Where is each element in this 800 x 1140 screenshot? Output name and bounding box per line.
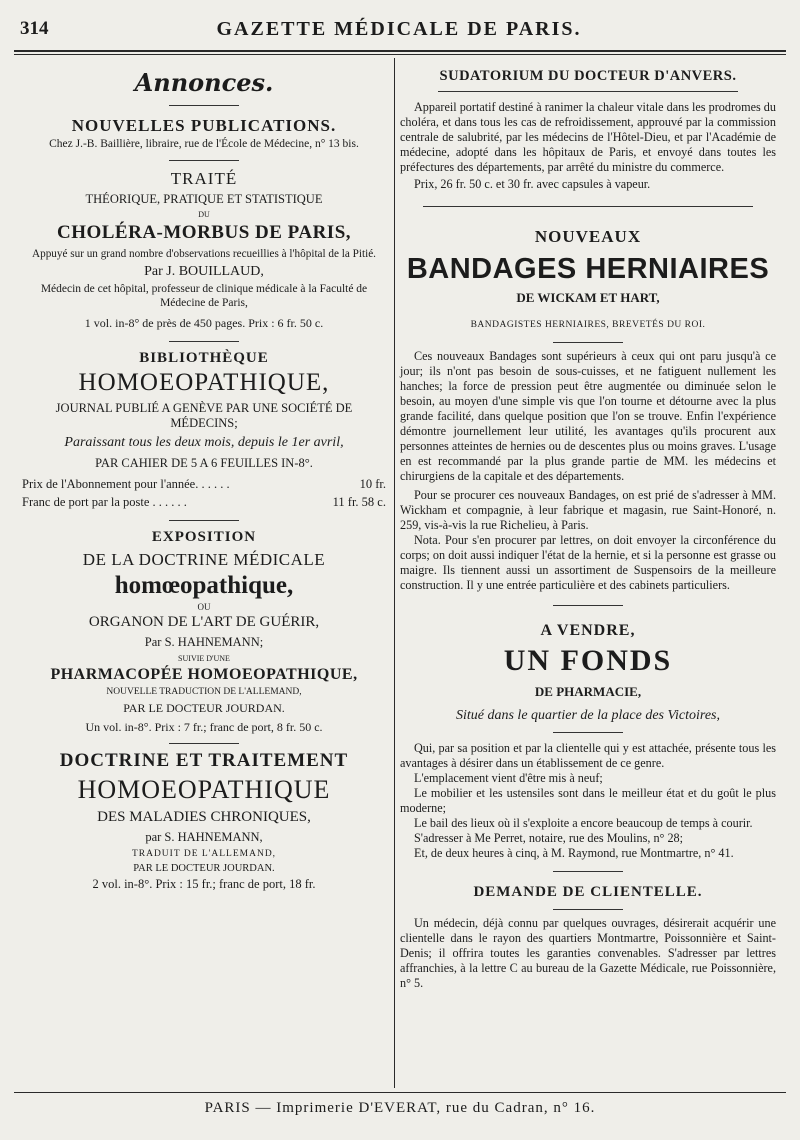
franc-port-row xyxy=(18,495,390,510)
exposition-ou: OU xyxy=(197,602,211,612)
vendre-title: UN FONDS xyxy=(503,644,673,677)
vendre-para-4: Le bail des lieux où il s'exploite a encore beaucoup de temps à courir. xyxy=(414,816,753,830)
pharmacopee-title: PHARMACOPÉE HOMOEOPATHIQUE, xyxy=(50,666,358,683)
doctrine-price: 2 vol. in-8°. Prix : 15 fr.; franc de port, 18 fr. xyxy=(92,877,316,891)
divider xyxy=(169,743,239,744)
exposition-line3: homœopathique, xyxy=(114,572,294,599)
divider xyxy=(169,160,239,161)
vendre-para-2: L'emplacement vient d'être mis à neuf; xyxy=(414,771,603,785)
demande-body: Un médecin, déjà connu par quelques ouvrages, désirerait acquérir une clientelle dans le rayon des quartiers Montmartre, Poissonnière et Saint-Denis; il offrira toutes les garanties convenables. S'adresser par lettres affranchies, à la lettre C au bureau de la Gazette Médicale, rue Poissonnière, n° 5. xyxy=(400,916,776,990)
vendre-para-6: Et, de deux heures à cinq, à M. Raymond, rue Montmartre, n° 41. xyxy=(414,846,734,860)
doctrine-line3: DES MALADIES CHRONIQUES, xyxy=(97,809,311,825)
divider xyxy=(553,732,623,733)
traite-description: Appuyé sur un grand nombre d'observations recueillies à l'hôpital de la Pitié. xyxy=(32,248,376,260)
divider xyxy=(553,909,623,910)
traite-du: DU xyxy=(198,210,210,219)
section-title-annonces: Annonces. xyxy=(134,68,274,97)
vendre-subtitle: DE PHARMACIE, xyxy=(534,684,642,699)
franc-port-label: Franc de port par la poste . . . . . . xyxy=(22,495,187,509)
divider xyxy=(169,520,239,521)
exposition-line4: ORGANON DE L'ART DE GUÉRIR, xyxy=(88,614,320,630)
printer-imprint: PARIS — Imprimerie D'EVERAT, rue du Cadran, n° 16. xyxy=(204,1100,596,1116)
doctrine-author: par S. HAHNEMANN, xyxy=(145,830,263,844)
page-number: 314 xyxy=(20,18,49,39)
abonnement-row xyxy=(18,477,390,492)
doctrine-title: DOCTRINE ET TRAITEMENT xyxy=(59,750,349,771)
franc-port-value: 11 fr. 58 c. xyxy=(332,495,386,509)
biblio-description: JOURNAL PUBLIÉ A GENÈVE PAR UNE SOCIÉTÉ DE MÉDECINS; xyxy=(55,401,353,430)
header-rule-top xyxy=(14,50,786,52)
doctrine-main-title: HOMOEOPATHIQUE xyxy=(77,775,331,804)
publisher-line: Chez J.-B. Baillière, libraire, rue de l'École de Médecine, n° 13 bis. xyxy=(49,138,359,150)
divider xyxy=(553,342,623,343)
demande-title: DEMANDE DE CLIENTELLE. xyxy=(473,884,703,900)
bandages-para-2: Pour se procurer ces nouveaux Bandages, on est prié de s'adresser à MM. Wickham et compagnie, à leur fabrique et magasin, rue Saint-Honoré, n. 259, vis-à-vis la rue Richelieu, à Paris. xyxy=(400,488,776,532)
bandages-subtitle: BANDAGISTES HERNIAIRES, BREVETÉS DU ROI. xyxy=(470,320,706,330)
bandages-makers: DE WICKAM ET HART, xyxy=(516,290,660,305)
traite-subtitle: THÉORIQUE, PRATIQUE ET STATISTIQUE xyxy=(85,192,323,206)
left-column xyxy=(18,62,390,892)
header-rule-bottom xyxy=(14,54,786,55)
divider xyxy=(553,871,623,872)
page-header xyxy=(14,18,784,44)
exposition-line2: DE LA DOCTRINE MÉDICALE xyxy=(82,550,326,569)
right-column xyxy=(400,62,776,991)
exposition-suivie: SUIVIE D'UNE xyxy=(178,654,230,663)
footer-rule xyxy=(14,1092,786,1093)
divider xyxy=(553,605,623,606)
vendre-para-5: S'adresser à Me Perret, notaire, rue des Moulins, n° 28; xyxy=(414,831,684,845)
divider xyxy=(438,91,738,92)
doctrine-translation: TRADUIT DE L'ALLEMAND, xyxy=(131,849,277,859)
bandages-para-3: Nota. Pour s'en procurer par lettres, on doit envoyer la circonférence du corps; on doit aussi indiquer l'état de la hernie, et si la personne est grasse ou maigre. Ils tiennent aussi un assortiment de Suspensoirs de la meilleure construction. Il y une entrée particulière et des cabinets particuliers. xyxy=(400,533,776,592)
bandages-title: BANDAGES HERNIAIRES xyxy=(406,253,770,285)
sudatorium-price: Prix, 26 fr. 50 c. et 30 fr. avec capsules à vapeur. xyxy=(414,177,651,191)
exposition-title: EXPOSITION xyxy=(151,529,257,545)
exposition-translator: PAR LE DOCTEUR JOURDAN. xyxy=(123,701,285,715)
traite-price: 1 vol. in-8° de près de 450 pages. Prix : 6 fr. 50 c. xyxy=(84,316,324,330)
traite-title: TRAITÉ xyxy=(170,169,238,188)
biblio-frequency: Paraissant tous les deux mois, depuis le 1er avril, xyxy=(64,435,344,450)
journal-title: GAZETTE MÉDICALE DE PARIS. xyxy=(216,18,582,40)
biblio-cahier: PAR CAHIER DE 5 A 6 FEUILLES IN-8°. xyxy=(95,456,313,470)
traite-main-title: CHOLÉRA-MORBUS DE PARIS, xyxy=(56,222,352,243)
traite-author: Par J. BOUILLAUD, xyxy=(144,264,264,279)
column-divider xyxy=(394,58,395,1088)
abonnement-value: 10 fr. xyxy=(359,477,386,491)
exposition-price: Un vol. in-8°. Prix : 7 fr.; franc de port, 8 fr. 50 c. xyxy=(85,720,323,734)
vendre-para-3: Le mobilier et les ustensiles sont dans le meilleur état et du goût le plus moderne; xyxy=(400,786,776,815)
bandages-nouveaux: NOUVEAUX xyxy=(534,227,642,246)
sudatorium-title: SUDATORIUM DU DOCTEUR D'ANVERS. xyxy=(439,68,737,84)
biblio-main-title: HOMOEOPATHIQUE, xyxy=(78,369,330,396)
sudatorium-body: Appareil portatif destiné à ranimer la chaleur vitale dans les prodromes du choléra, et dans tous les cas de refroidissement, approuvé par la commission centrale de salubrité, par les médecins de l'Hôtel-Dieu, et par l'Académie de médecine, adopté dans les hôpitaux de Paris, et envoyé dans toutes les préfectures des départements, par arrêté du ministre du commerce. xyxy=(400,100,776,174)
abonnement-label: Prix de l'Abonnement pour l'année. . . . . . xyxy=(22,477,230,491)
exposition-translation: NOUVELLE TRADUCTION DE L'ALLEMAND, xyxy=(106,687,302,697)
traite-author-desc: Médecin de cet hôpital, professeur de clinique médicale à la Faculté de Médecine de Paris, xyxy=(40,283,368,309)
divider xyxy=(423,206,753,207)
vendre-label: A VENDRE, xyxy=(540,622,636,639)
nouvelles-heading: NOUVELLES PUBLICATIONS. xyxy=(71,116,337,135)
bandages-para-1: Ces nouveaux Bandages sont supérieurs à ceux qui ont paru jusqu'à ce jour; ils n'ont pas besoin de sous-cuisses, et ne fatiguent nullement les hanches; la force de pression peut être augmentée ou diminuée selon le besoin, au moyen d'une simple vis que l'on tourne et détourne avec la plus grande facilité, dans quelque position que l'on se trouve. Enfin l'expérience démontre journellement leur utilité, les avantages qu'ils procurent aux personnes atteintes de hernies ou de descentes plus ou moins graves. L'usage en est recommandé par la plus grande partie de MM. les médecins et chirurgiens de la capitale et des départements. xyxy=(400,349,776,483)
divider xyxy=(169,105,239,106)
exposition-author: Par S. HAHNEMANN; xyxy=(144,635,264,649)
doctrine-translator: PAR LE DOCTEUR JOURDAN. xyxy=(133,863,275,874)
divider xyxy=(169,341,239,342)
vendre-para-1: Qui, par sa position et par la clientelle qui y est attachée, présente tous les avantages à désirer dans un établissement de ce genre. xyxy=(400,741,776,770)
biblio-title: BIBLIOTHÈQUE xyxy=(139,350,269,366)
vendre-location: Situé dans le quartier de la place des Victoires, xyxy=(455,708,720,723)
